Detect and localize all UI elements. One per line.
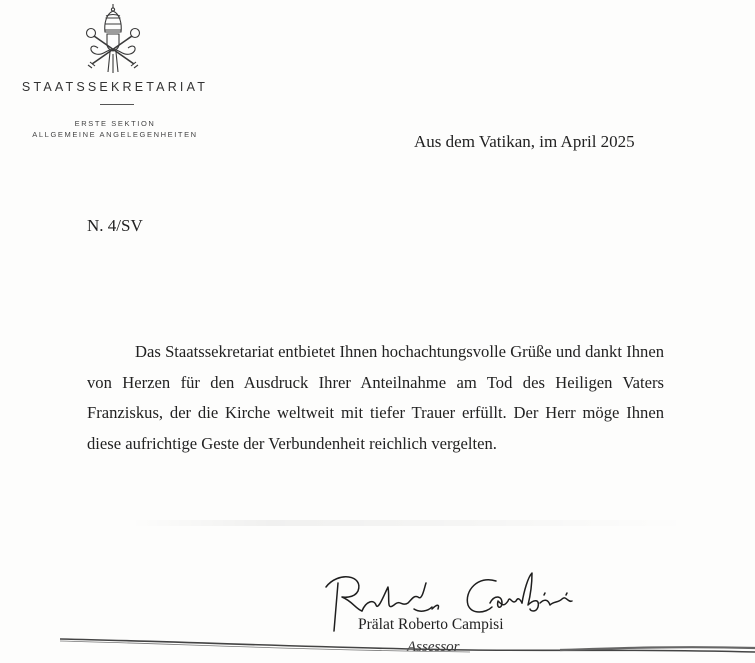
department-name: STAATSSEKRETARIAT	[21, 80, 209, 94]
papal-coat-of-arms-icon	[80, 2, 146, 74]
reference-number: N. 4/SV	[87, 216, 143, 235]
letterhead-divider	[100, 104, 134, 105]
signer-title: Assessor	[407, 639, 460, 655]
section-subtitle: ALLGEMEINE ANGELEGENHEITEN	[32, 130, 198, 139]
place-and-date: Aus dem Vatikan, im April 2025	[414, 132, 635, 151]
scan-edge-artifact	[0, 628, 755, 663]
scan-smudge	[130, 520, 690, 526]
signer-name: Prälat Roberto Campisi	[358, 616, 504, 633]
letter-body: Das Staatssekretariat entbietet Ihnen hochachtungsvolle Grüße und dankt Ihnen von Herzen für den Ausdruck Ihrer Anteilnahme am Tod des Heiligen Vaters Franziskus, der die Kirche weltweit mit tiefer Trauer erfüllt. Der Herr möge Ihnen diese aufrichtige Geste der Verbundenheit reichlich vergelten.	[87, 342, 664, 453]
section-name: ERSTE SEKTION	[74, 119, 156, 128]
